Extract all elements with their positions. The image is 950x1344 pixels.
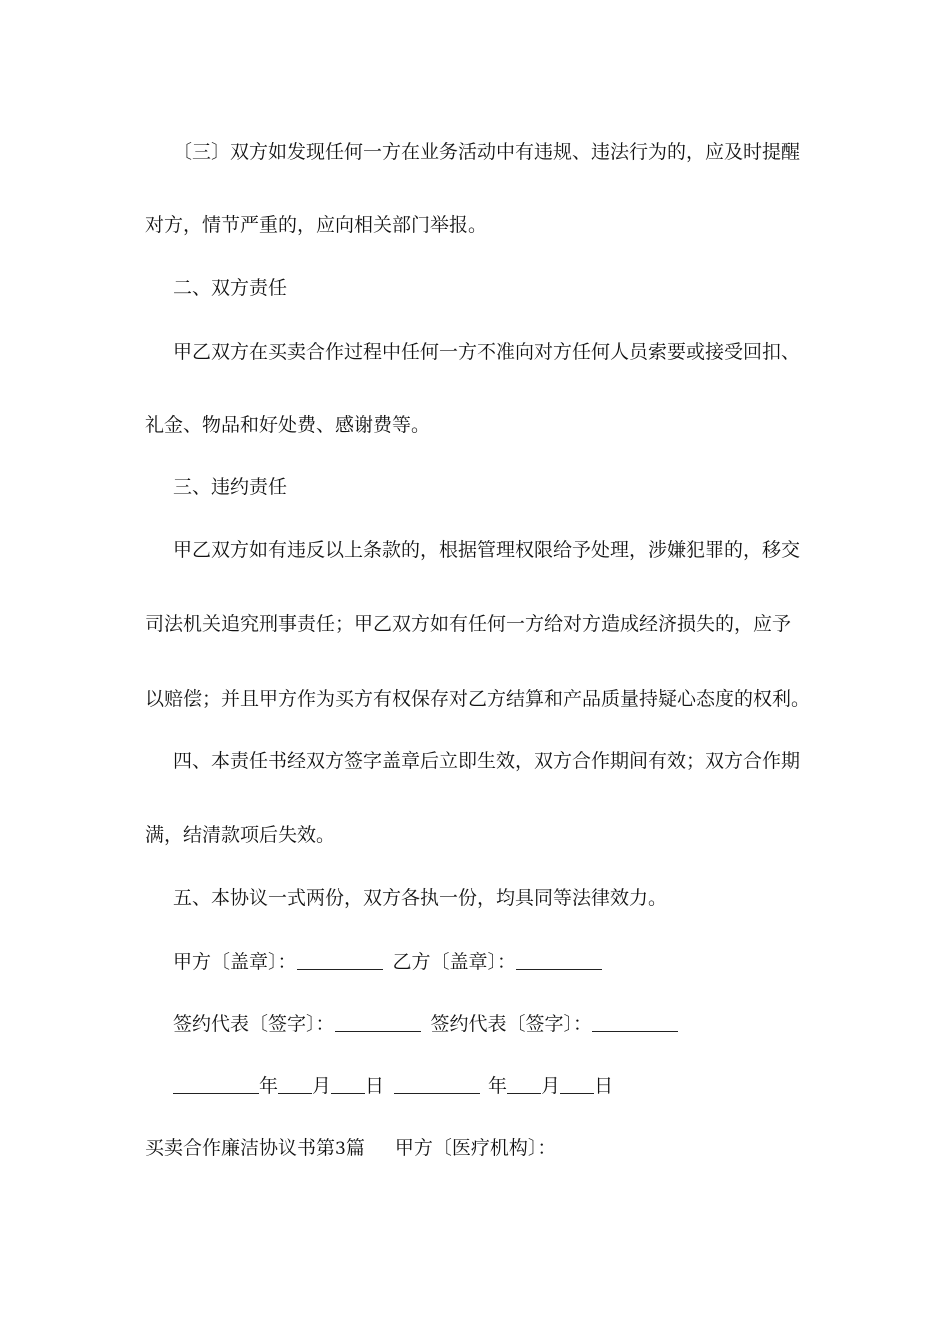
month-label: 月 bbox=[312, 1075, 332, 1097]
day-label: 日 bbox=[594, 1075, 614, 1097]
section-heading: 三、违约责任 bbox=[173, 476, 288, 498]
next-title-number: 3 bbox=[335, 1139, 346, 1159]
year-blank-a bbox=[173, 1077, 259, 1094]
party-b-seal-label: 乙方〔盖章〕： bbox=[392, 951, 517, 973]
paragraph-line: 甲乙双方如有违反以上条款的，根据管理权限给予处理，涉嫌犯罪的，移交 bbox=[173, 539, 801, 561]
day-blank-a bbox=[331, 1077, 365, 1094]
next-title-suffix: 篇 bbox=[345, 1137, 365, 1159]
section-heading: 二、双方责任 bbox=[173, 277, 288, 299]
paragraph-line: 四、本责任书经双方签字盖章后立即生效，双方合作期间有效；双方合作期 bbox=[173, 750, 801, 772]
month-blank-b bbox=[507, 1077, 541, 1094]
paragraph-line: 对方，情节严重的，应向相关部门举报。 bbox=[145, 214, 488, 236]
party-b-seal-blank bbox=[516, 953, 602, 970]
paragraph-line: 甲乙双方在买卖合作过程中任何一方不准向对方任何人员索要或接受回扣、 bbox=[173, 341, 801, 363]
party-a-seal-blank bbox=[297, 953, 383, 970]
paragraph-line: 司法机关追究刑事责任；甲乙双方如有任何一方给对方造成经济损失的，应予 bbox=[145, 613, 792, 635]
representative-row bbox=[173, 1012, 678, 1036]
rep-a-blank bbox=[335, 1015, 421, 1032]
rep-b-label: 签约代表〔签字〕： bbox=[430, 1013, 593, 1035]
day-blank-b bbox=[560, 1077, 594, 1094]
paragraph-line: 〔三〕双方如发现任何一方在业务活动中有违规、违法行为的，应及时提醒 bbox=[173, 141, 801, 163]
date-row bbox=[173, 1074, 613, 1098]
paragraph-line: 以赔偿；并且甲方作为买方有权保存对乙方结算和产品质量持疑心态度的权利。 bbox=[145, 688, 811, 710]
day-label: 日 bbox=[365, 1075, 385, 1097]
rep-a-label: 签约代表〔签字〕： bbox=[173, 1013, 335, 1035]
paragraph-line: 五、本协议一式两份，双方各执一份，均具同等法律效力。 bbox=[173, 887, 668, 909]
next-title-prefix: 买卖合作廉洁协议书第 bbox=[145, 1137, 336, 1159]
month-label: 月 bbox=[541, 1075, 561, 1097]
paragraph-line: 礼金、物品和好处费、感谢费等。 bbox=[145, 414, 431, 436]
party-a-medical-label: 甲方〔医疗机构〕： bbox=[394, 1137, 557, 1159]
party-a-seal-label: 甲方〔盖章〕： bbox=[173, 951, 297, 973]
next-agreement-row bbox=[145, 1136, 556, 1161]
rep-b-blank bbox=[592, 1015, 678, 1032]
year-blank-b bbox=[394, 1077, 480, 1094]
paragraph-line: 满，结清款项后失效。 bbox=[145, 824, 336, 846]
month-blank-a bbox=[278, 1077, 312, 1094]
seal-row bbox=[173, 950, 602, 974]
year-label: 年 bbox=[259, 1075, 279, 1097]
year-label: 年 bbox=[488, 1075, 508, 1097]
